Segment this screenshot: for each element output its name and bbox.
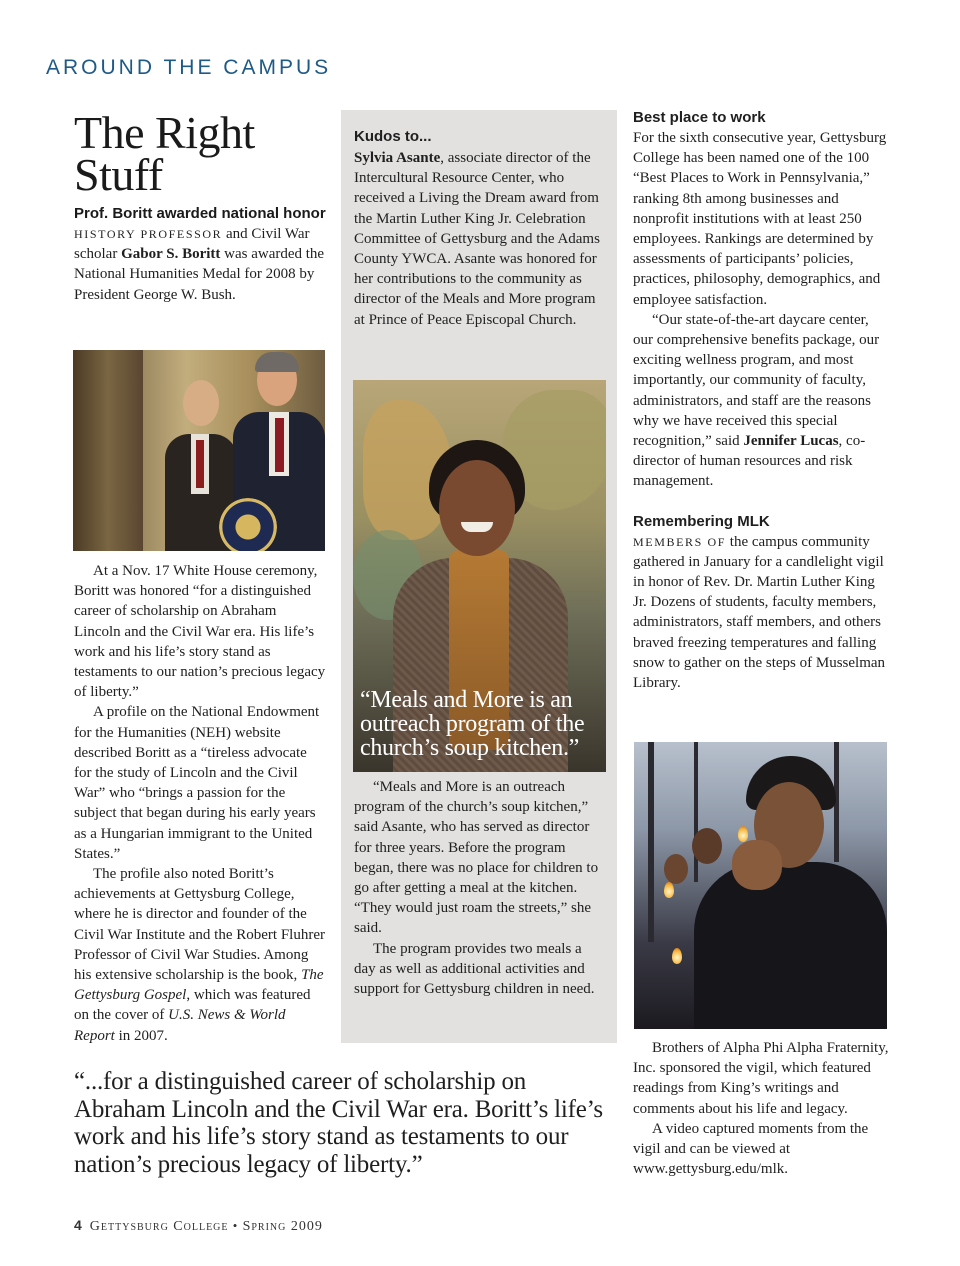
article-subhead: Prof. Boritt awarded national honor xyxy=(74,205,326,222)
candle-flame-icon xyxy=(738,826,748,842)
kudos-name: Sylvia Asante xyxy=(354,150,441,166)
article-pullquote: “...for a distinguished career of scholarship on Abraham Lincoln and the Civil War era. Boritt’s life’s work and his life’s story stand as testaments to our nation’s precious legacy of liberty.” xyxy=(74,1068,603,1178)
issue-date: Spring 2009 xyxy=(242,1219,323,1234)
mlk-heading: Remembering MLK xyxy=(633,512,770,530)
section-heading: AROUND THE CAMPUS xyxy=(46,56,332,79)
presidential-seal-icon xyxy=(219,498,277,551)
best-place-heading: Best place to work xyxy=(633,109,766,126)
lead-smallcaps: HISTORY PROFESSOR xyxy=(74,227,223,241)
mlk-lead-text: the campus community gathered in January for a candlelight vigil in honor of Rev. Dr. Martin Luther King Jr. Dozens of students, faculty members, administrators, staff members, and others braved freezing temperatures and falling snow to gather on the steps of Musselman Library. xyxy=(633,533,886,692)
lead-name: Gabor S. Boritt xyxy=(121,246,221,263)
article-lead xyxy=(74,224,326,305)
page-footer xyxy=(74,1217,323,1235)
article-title: The Right Stuff xyxy=(74,107,255,200)
kudos-intro xyxy=(354,148,606,330)
book-title: The Gettysburg Gospel xyxy=(74,967,324,1004)
candle-flame-icon xyxy=(672,948,682,964)
mlk-paragraph-1: Brothers of Alpha Phi Alpha Fraternity, Inc. sponsored the vigil, which featured readings from King’s writings and comments about his life and legacy. xyxy=(633,1040,889,1117)
kudos-body xyxy=(354,777,606,999)
photo-sylvia-asante xyxy=(353,380,606,772)
kudos-paragraph-2: The program provides two meals a day as well as additional activities and support for Gettysburg children in need. xyxy=(354,940,595,998)
article-paragraph-1: At a Nov. 17 White House ceremony, Boritt was honored “for a distinguished career of scholarship on Abraham Lincoln and the Civil War era. His life’s work and his life’s story stand as testaments to our nation’s precious legacy of liberty.” xyxy=(74,563,326,701)
page-number: 4 xyxy=(74,1217,82,1233)
article-paragraph-2: A profile on the National Endowment for the Humanities (NEH) website described Boritt as a “tireless advocate for the study of Lincoln and the Civil War” who “brings a passion for the subject that began during his early years as a Hungarian immigrant to the United States.” xyxy=(74,704,320,862)
best-place-name: Jennifer Lucas xyxy=(743,433,839,450)
photo-mlk-vigil xyxy=(634,742,887,1029)
candle-flame-icon xyxy=(664,882,674,898)
lead-text-2: was awarded the National Humanities Medal for 2008 by President George W. Bush. xyxy=(74,246,325,303)
best-place-paragraph-2: “Our state-of-the-art daycare center, our comprehensive benefits package, our exciting wellness program, and most importantly, our community of faculty, administrators, and staff are the reasons why we have received this special recognition,” said Jennifer Lucas, co-director of human resources and risk management. xyxy=(633,311,880,490)
photo-pullquote: “Meals and More is an outreach program of the church’s soup kitchen.” xyxy=(360,687,585,761)
publication-name: Gettysburg College xyxy=(89,1219,229,1234)
article-right-stuff xyxy=(74,107,326,305)
mlk-lead xyxy=(633,532,889,694)
photo-boritt-bush xyxy=(73,350,325,551)
article-body xyxy=(74,561,326,1046)
mlk-smallcaps: MEMBERS OF xyxy=(633,534,727,549)
kudos-heading: Kudos to... xyxy=(354,128,432,145)
magazine-title: U.S. News & World Report xyxy=(74,1007,286,1044)
kudos-intro-text: , associate director of the Intercultural Resource Center, who received a Living the Dream award from the Martin Luther King Jr. Celebration Committee of Gettysburg and the Adams County YWCA. Asante was honored for her contributions to the community as director of the Meals and More program at Prince of Peace Episcopal Church. xyxy=(354,150,600,328)
kudos-paragraph-1: “Meals and More is an outreach program of the church’s soup kitchen,” said Asante, who has served as director for three years. Before the program began, there was no place for children to go after getting a meal at the kitchen. “They would just roam the streets,” she said. xyxy=(354,779,599,937)
best-place-body xyxy=(633,128,889,492)
mlk-paragraph-2: A video captured moments from the vigil and can be viewed at www.gettysburg.edu/mlk. xyxy=(633,1120,869,1178)
mlk-body xyxy=(633,1038,889,1179)
best-place-paragraph-1: For the sixth consecutive year, Gettysburg College has been named one of the 100 “Best Places to Work in Pennsylvania,” ranking 8th among businesses and nonprofit institutions with at least 250 employees. Rankings are determined by assessments of participants’ policies, practices, philosophy, demographics, and employee satisfaction. xyxy=(633,130,887,308)
column-right xyxy=(633,108,889,693)
article-paragraph-3: The profile also noted Boritt’s achievements at Gettysburg College, where he is director and founder of the Civil War Institute and the Robert Fluhrer Professor of Civil War Studies. Among his extensive scholarship is the book, The Gettysburg Gospel, which was featured on the cover of U.S. News & World Report in 2007. xyxy=(74,866,325,1044)
footer-separator: • xyxy=(232,1218,239,1233)
lead-text: and Civil War scholar xyxy=(74,226,310,263)
kudos-sidebar xyxy=(341,110,617,1043)
photo-curtain xyxy=(73,350,143,551)
